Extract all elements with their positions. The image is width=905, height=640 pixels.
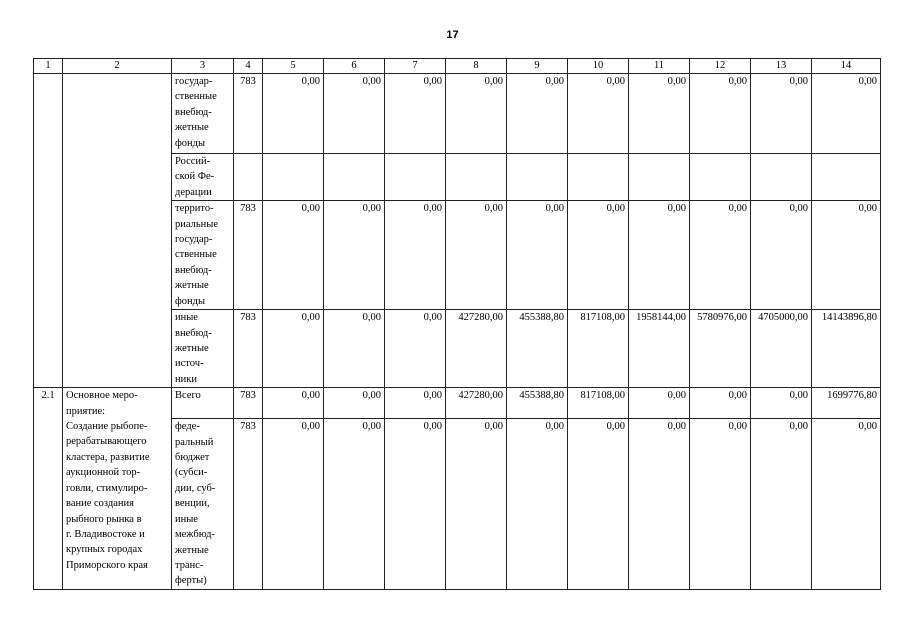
value-cell: 0,00 [446, 74, 507, 154]
table-row [34, 74, 881, 154]
value-cell: 0,00 [263, 419, 324, 590]
value-cell: 427280,00 [446, 388, 507, 419]
value-cell: 0,00 [690, 388, 751, 419]
funding-source-cell: террито- риальные государ- ственные внебюд- жетные фонды [172, 201, 234, 310]
value-cell: 0,00 [263, 74, 324, 154]
column-header: 12 [690, 59, 751, 74]
value-cell [385, 154, 446, 201]
row-number-cell [34, 74, 63, 388]
value-cell [690, 154, 751, 201]
value-cell [507, 154, 568, 201]
value-cell: 0,00 [812, 419, 881, 590]
column-header: 2 [63, 59, 172, 74]
code-cell: 783 [234, 388, 263, 419]
value-cell: 427280,00 [446, 310, 507, 388]
value-cell: 0,00 [324, 419, 385, 590]
column-header: 14 [812, 59, 881, 74]
column-header: 9 [507, 59, 568, 74]
column-header: 8 [446, 59, 507, 74]
value-cell: 1958144,00 [629, 310, 690, 388]
budget-table [33, 58, 881, 590]
value-cell: 0,00 [812, 74, 881, 154]
value-cell [568, 154, 629, 201]
measure-name-cell: Основное меро- приятие: Создание рыбопе- рерабатывающего кластера, развитие аукционной тор- говли, стимулиро- вание создания рыбного рынка в г. Владивостоке и крупных городах Приморского края [63, 388, 172, 590]
value-cell [446, 154, 507, 201]
value-cell: 4705000,00 [751, 310, 812, 388]
value-cell: 1699776,80 [812, 388, 881, 419]
funding-source-cell: иные внебюд- жетные источ- ники [172, 310, 234, 388]
value-cell: 455388,80 [507, 388, 568, 419]
value-cell: 0,00 [690, 201, 751, 310]
code-cell: 783 [234, 74, 263, 154]
funding-source-cell: Всего [172, 388, 234, 419]
value-cell: 0,00 [507, 419, 568, 590]
value-cell: 0,00 [263, 310, 324, 388]
value-cell: 0,00 [751, 201, 812, 310]
value-cell: 0,00 [568, 419, 629, 590]
value-cell: 0,00 [690, 419, 751, 590]
value-cell: 0,00 [385, 201, 446, 310]
value-cell: 0,00 [629, 419, 690, 590]
value-cell: 0,00 [751, 74, 812, 154]
value-cell [812, 154, 881, 201]
header-row [34, 59, 881, 74]
value-cell: 0,00 [324, 310, 385, 388]
value-cell: 0,00 [568, 201, 629, 310]
column-header: 4 [234, 59, 263, 74]
value-cell: 817108,00 [568, 388, 629, 419]
value-cell: 5780976,00 [690, 310, 751, 388]
value-cell: 0,00 [507, 74, 568, 154]
value-cell [263, 154, 324, 201]
value-cell: 0,00 [385, 388, 446, 419]
value-cell: 0,00 [568, 74, 629, 154]
value-cell: 0,00 [385, 419, 446, 590]
column-header: 7 [385, 59, 446, 74]
value-cell: 0,00 [446, 201, 507, 310]
value-cell: 455388,80 [507, 310, 568, 388]
column-header: 5 [263, 59, 324, 74]
column-header: 13 [751, 59, 812, 74]
code-cell: 783 [234, 310, 263, 388]
column-header: 11 [629, 59, 690, 74]
measure-name-cell [63, 74, 172, 388]
value-cell: 0,00 [751, 388, 812, 419]
value-cell: 0,00 [629, 201, 690, 310]
value-cell: 817108,00 [568, 310, 629, 388]
value-cell: 14143896,80 [812, 310, 881, 388]
value-cell: 0,00 [629, 74, 690, 154]
value-cell: 0,00 [324, 74, 385, 154]
value-cell [629, 154, 690, 201]
code-cell [234, 154, 263, 201]
row-number-cell: 2.1 [34, 388, 63, 590]
value-cell: 0,00 [385, 74, 446, 154]
column-header: 3 [172, 59, 234, 74]
column-header: 6 [324, 59, 385, 74]
column-header: 1 [34, 59, 63, 74]
funding-source-cell: государ- ственные внебюд- жетные фонды [172, 74, 234, 154]
column-header: 10 [568, 59, 629, 74]
table-row [34, 388, 881, 419]
funding-source-cell: Россий- ской Фе- дерации [172, 154, 234, 201]
value-cell: 0,00 [690, 74, 751, 154]
value-cell: 0,00 [446, 419, 507, 590]
value-cell: 0,00 [507, 201, 568, 310]
value-cell: 0,00 [812, 201, 881, 310]
value-cell: 0,00 [263, 388, 324, 419]
value-cell: 0,00 [324, 388, 385, 419]
page-number: 17 [446, 29, 459, 41]
value-cell: 0,00 [385, 310, 446, 388]
value-cell: 0,00 [324, 201, 385, 310]
value-cell: 0,00 [263, 201, 324, 310]
value-cell [324, 154, 385, 201]
value-cell: 0,00 [751, 419, 812, 590]
code-cell: 783 [234, 419, 263, 590]
value-cell: 0,00 [629, 388, 690, 419]
code-cell: 783 [234, 201, 263, 310]
value-cell [751, 154, 812, 201]
funding-source-cell: феде- ральный бюджет (субси- дии, суб- венции, иные межбюд- жетные транс- ферты) [172, 419, 234, 590]
